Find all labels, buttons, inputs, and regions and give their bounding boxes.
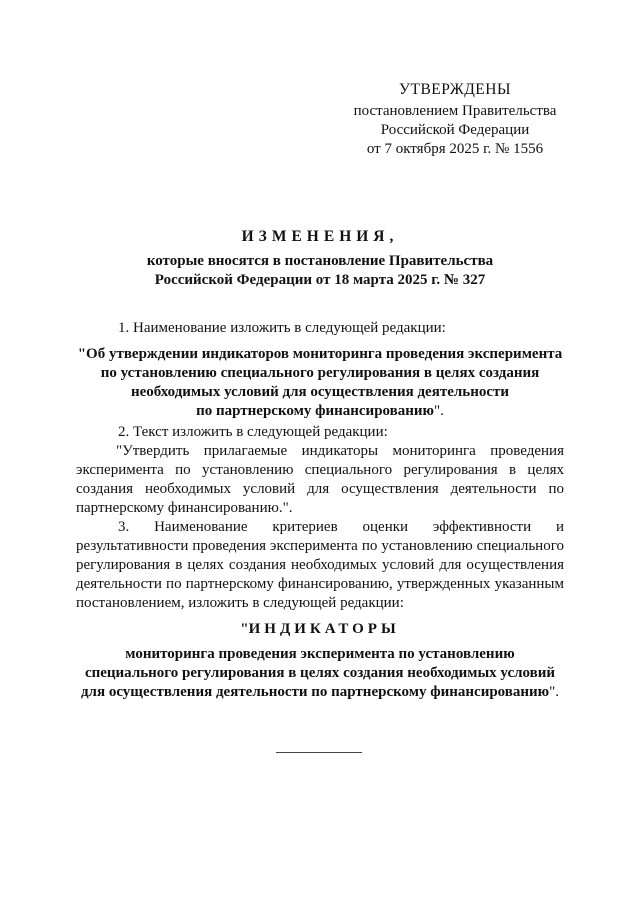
item-2-intro: 2. Текст изложить в следующей редакции: [118,424,388,440]
item-1-quote-line-3: необходимых условий для осуществления деятельности [130,384,510,400]
approval-line-1: постановлением Правительства [353,103,557,119]
approval-heading: УТВЕРЖДЕНЫ [399,81,511,98]
indicators-open-quote: " [240,621,249,637]
item-1-quote-line-2: по установлению специального регулирования в целях создания [100,365,540,381]
indicators-block [70,620,570,702]
indicators-end: ". [549,684,560,700]
indicators-line-3 [70,683,570,702]
approval-block [340,80,570,159]
item-2-quote: "Утвердить прилагаемые индикаторы мониторинга проведения эксперимента по установлению специального регулирования в целях создания необходимых условий для осуществления деятельности по партнерскому финансированию.". [76,443,564,516]
approval-line-2: Российской Федерации [380,122,530,138]
indicators-title-line [70,620,570,639]
indicators-line-3-text: для осуществления деятельности по партнерскому финансированию [80,684,550,700]
item-3 [76,518,564,613]
indicators-line-1: мониторинга проведения эксперимента по установлению [125,646,515,662]
item-1-intro: 1. Наименование изложить в следующей редакции: [118,320,446,336]
indicators-line-2: специального регулирования в целях создания необходимых условий [84,665,556,681]
approval-line-3: от 7 октября 2025 г. № 1556 [366,141,544,157]
item-1-quote-line-1: "Об утверждении индикаторов мониторинга проведения эксперимента [77,346,563,362]
item-1-quote-end: ". [434,403,444,419]
item-1-quote-line-4-text: по партнерскому финансированию [196,403,435,419]
item-1 [76,319,564,338]
item-1-quote [70,345,570,421]
document-subtitle [60,252,580,290]
closing-divider [276,752,362,753]
subtitle-line-2: Российской Федерации от 18 марта 2025 г. № 327 [154,272,486,288]
subtitle-line-1: которые вносятся в постановление Правительства [146,253,494,269]
document-title: ИЗМЕНЕНИЯ, [241,228,399,245]
item-2 [76,423,564,518]
indicators-title: ИНДИКАТОРЫ [248,621,400,637]
item-1-quote-line-4 [70,402,570,421]
item-3-text: 3. Наименование критериев оценки эффективности и результативности проведения эксперимента по установлению специального регулирования в целях создания необходимых условий для осуществления деятельности по партнерскому финансированию, утвержденных указанным постановлением, изложить в следующей редакции: [76,519,564,611]
